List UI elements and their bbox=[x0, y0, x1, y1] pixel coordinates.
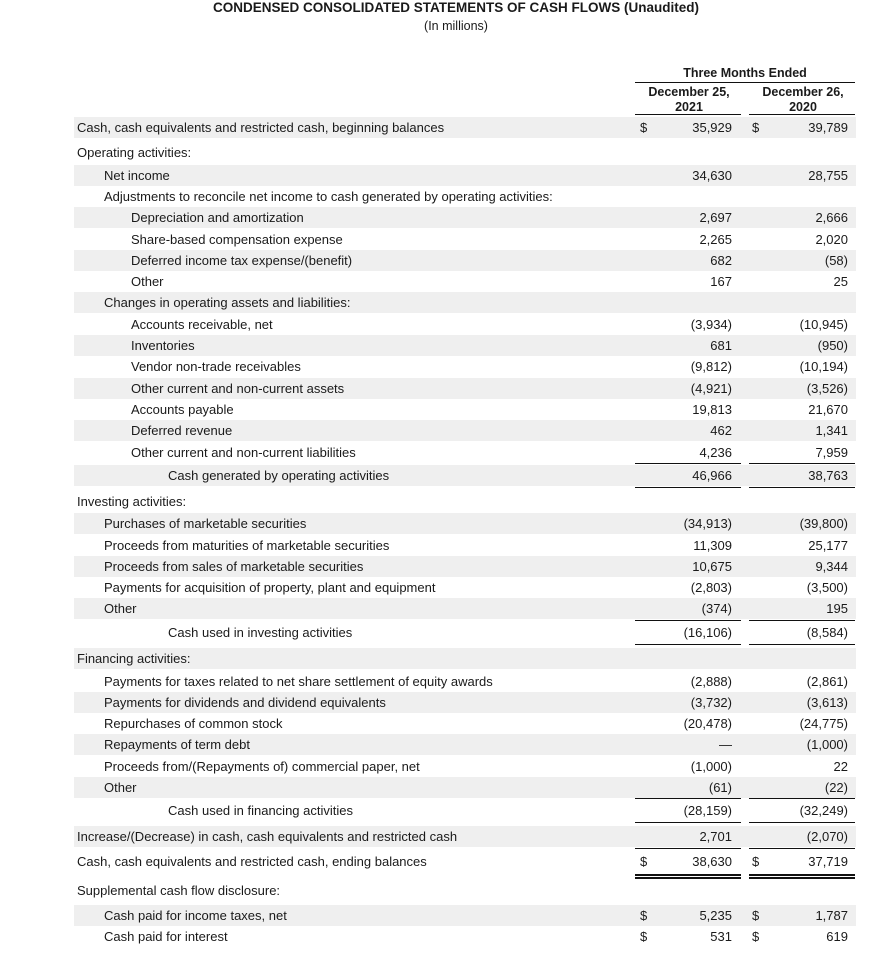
table-row bbox=[74, 851, 856, 872]
currency-symbol: $ bbox=[752, 929, 760, 944]
table-row bbox=[74, 826, 856, 847]
value-2021: 34,630 bbox=[692, 168, 732, 183]
value-2020: 619 bbox=[826, 929, 848, 944]
row-label: Repayments of term debt bbox=[104, 737, 250, 752]
table-row bbox=[74, 556, 856, 577]
table-row bbox=[74, 713, 856, 734]
value-2020: (39,800) bbox=[799, 516, 848, 531]
subtotal-rule bbox=[635, 487, 741, 488]
subtotal-rule bbox=[749, 620, 855, 621]
table-row bbox=[74, 335, 856, 356]
row-label: Payments for acquisition of property, plant and equipment bbox=[104, 580, 436, 595]
table-row bbox=[74, 292, 856, 313]
column-header-2021 bbox=[638, 85, 740, 115]
table-row bbox=[74, 491, 856, 512]
total-double-rule bbox=[749, 877, 855, 879]
value-2021: (374) bbox=[701, 601, 732, 616]
value-2021: 4,236 bbox=[699, 445, 732, 460]
currency-symbol: $ bbox=[752, 854, 760, 869]
table-row bbox=[74, 756, 856, 777]
table-row bbox=[74, 250, 856, 271]
statement-subtitle: (In millions) bbox=[424, 19, 488, 33]
table-row bbox=[74, 207, 856, 228]
value-2020: (3,613) bbox=[806, 695, 848, 710]
section-heading: Operating activities: bbox=[77, 145, 192, 160]
table-row bbox=[74, 117, 856, 138]
value-2020: 25 bbox=[833, 274, 848, 289]
row-label: Purchases of marketable securities bbox=[104, 516, 307, 531]
table-row bbox=[74, 229, 856, 250]
subtotal-rule bbox=[635, 822, 741, 823]
value-2021: 531 bbox=[710, 929, 732, 944]
value-2021: 681 bbox=[710, 338, 732, 353]
value-2021: (28,159) bbox=[683, 803, 732, 818]
subtotal-rule bbox=[635, 644, 741, 645]
value-2020: 1,341 bbox=[815, 423, 848, 438]
column-header-2021-rule bbox=[635, 114, 741, 115]
row-label: Proceeds from/(Repayments of) commercial paper, net bbox=[104, 759, 420, 774]
total-double-rule bbox=[635, 874, 741, 876]
value-2021: (4,921) bbox=[690, 381, 732, 396]
value-2020: 25,177 bbox=[808, 538, 848, 553]
value-2020: 1,787 bbox=[815, 908, 848, 923]
table-row bbox=[74, 535, 856, 556]
table-row bbox=[74, 165, 856, 186]
table-row bbox=[74, 734, 856, 755]
row-label: Payments for taxes related to net share settlement of equity awards bbox=[104, 674, 493, 689]
table-row bbox=[74, 880, 856, 901]
row-label: Repurchases of common stock bbox=[104, 716, 283, 731]
row-label: Accounts receivable, net bbox=[131, 317, 273, 332]
row-label: Inventories bbox=[131, 338, 195, 353]
value-2020: (58) bbox=[824, 253, 848, 268]
row-label: Deferred revenue bbox=[131, 423, 233, 438]
row-label: Other current and non-current liabilities bbox=[131, 445, 356, 460]
currency-symbol: $ bbox=[640, 120, 648, 135]
column-header-2021-year: 2021 bbox=[675, 100, 703, 114]
value-2021: 2,265 bbox=[699, 232, 732, 247]
value-2021: 35,929 bbox=[692, 120, 732, 135]
currency-symbol: $ bbox=[640, 908, 648, 923]
section-heading: Supplemental cash flow disclosure: bbox=[77, 883, 281, 898]
value-2021: (34,913) bbox=[683, 516, 732, 531]
subtotal-rule bbox=[749, 487, 855, 488]
row-label: Other bbox=[131, 274, 164, 289]
row-label: Proceeds from sales of marketable securities bbox=[104, 559, 364, 574]
row-label: Other bbox=[104, 780, 137, 795]
subtotal-rule bbox=[749, 463, 855, 464]
table-row bbox=[74, 622, 856, 643]
column-header-2020-rule bbox=[749, 114, 855, 115]
row-label: Cash paid for income taxes, net bbox=[104, 908, 287, 923]
row-label: Cash paid for interest bbox=[104, 929, 228, 944]
value-2021: (2,803) bbox=[690, 580, 732, 595]
value-2021: 46,966 bbox=[692, 468, 732, 483]
period-header: Three Months Ended bbox=[683, 66, 807, 80]
row-label: Net income bbox=[104, 168, 170, 183]
value-2021: — bbox=[719, 737, 732, 752]
subsection-heading: Changes in operating assets and liabilities: bbox=[104, 295, 351, 310]
row-label: Cash, cash equivalents and restricted cash, beginning balances bbox=[77, 120, 445, 135]
value-2021: 462 bbox=[710, 423, 732, 438]
value-2020: (10,945) bbox=[799, 317, 848, 332]
value-2020: 22 bbox=[833, 759, 848, 774]
value-2021: (3,934) bbox=[690, 317, 732, 332]
column-header-2020-date: December 26, bbox=[762, 85, 844, 99]
value-2020: (32,249) bbox=[799, 803, 848, 818]
table-row bbox=[74, 142, 856, 163]
subtotal-rule bbox=[749, 822, 855, 823]
currency-symbol: $ bbox=[752, 908, 760, 923]
row-label: Increase/(Decrease) in cash, cash equivalents and restricted cash bbox=[77, 829, 458, 844]
value-2021: 682 bbox=[710, 253, 732, 268]
value-2020: 37,719 bbox=[808, 854, 848, 869]
statement-title: CONDENSED CONSOLIDATED STATEMENTS OF CASH FLOWS (Unaudited) bbox=[213, 0, 699, 15]
table-row bbox=[74, 399, 856, 420]
subtotal-rule bbox=[635, 620, 741, 621]
subtotal-rule bbox=[749, 798, 855, 799]
table-row bbox=[74, 513, 856, 534]
row-label: Cash used in investing activities bbox=[168, 625, 353, 640]
value-2020: 28,755 bbox=[808, 168, 848, 183]
row-label: Cash, cash equivalents and restricted cash, ending balances bbox=[77, 854, 427, 869]
subtotal-rule bbox=[635, 798, 741, 799]
value-2020: (8,584) bbox=[806, 625, 848, 640]
value-2020: (950) bbox=[817, 338, 848, 353]
value-2020: (2,070) bbox=[806, 829, 848, 844]
value-2021: 5,235 bbox=[699, 908, 732, 923]
table-row bbox=[74, 378, 856, 399]
row-label: Vendor non-trade receivables bbox=[131, 359, 301, 374]
table-row bbox=[74, 465, 856, 486]
currency-symbol: $ bbox=[752, 120, 760, 135]
subtotal-rule bbox=[749, 644, 855, 645]
table-row bbox=[74, 577, 856, 598]
value-2021: 2,697 bbox=[699, 210, 732, 225]
value-2021: (16,106) bbox=[683, 625, 732, 640]
value-2020: 2,020 bbox=[815, 232, 848, 247]
value-2021: (2,888) bbox=[690, 674, 732, 689]
value-2021: 167 bbox=[710, 274, 732, 289]
table-row bbox=[74, 442, 856, 463]
value-2021: (61) bbox=[708, 780, 732, 795]
row-label: Cash generated by operating activities bbox=[168, 468, 390, 483]
section-heading: Investing activities: bbox=[77, 494, 187, 509]
value-2020: (24,775) bbox=[799, 716, 848, 731]
value-2020: (3,526) bbox=[806, 381, 848, 396]
table-row bbox=[74, 420, 856, 441]
table-row bbox=[74, 356, 856, 377]
table-row bbox=[74, 800, 856, 821]
row-label: Accounts payable bbox=[131, 402, 234, 417]
value-2021: 19,813 bbox=[692, 402, 732, 417]
value-2021: 2,701 bbox=[699, 829, 732, 844]
row-label: Deferred income tax expense/(benefit) bbox=[131, 253, 353, 268]
value-2021: (20,478) bbox=[683, 716, 732, 731]
currency-symbol: $ bbox=[640, 929, 648, 944]
value-2021: (3,732) bbox=[690, 695, 732, 710]
table-row bbox=[74, 926, 856, 947]
row-label: Payments for dividends and dividend equivalents bbox=[104, 695, 386, 710]
value-2020: 21,670 bbox=[808, 402, 848, 417]
total-double-rule bbox=[749, 874, 855, 876]
table-row bbox=[74, 598, 856, 619]
table-row bbox=[74, 671, 856, 692]
value-2021: 11,309 bbox=[693, 538, 732, 553]
value-2020: 7,959 bbox=[815, 445, 848, 460]
value-2020: (3,500) bbox=[806, 580, 848, 595]
value-2020: 39,789 bbox=[808, 120, 848, 135]
period-header-rule bbox=[635, 82, 855, 83]
value-2020: 9,344 bbox=[815, 559, 848, 574]
table-row bbox=[74, 648, 856, 669]
value-2020: (1,000) bbox=[806, 737, 848, 752]
row-label: Other bbox=[104, 601, 137, 616]
row-label: Share-based compensation expense bbox=[131, 232, 343, 247]
column-header-2021-date: December 25, bbox=[648, 85, 730, 99]
table-row bbox=[74, 777, 856, 798]
subtotal-rule bbox=[635, 848, 741, 849]
value-2021: (9,812) bbox=[690, 359, 732, 374]
subsection-heading: Adjustments to reconcile net income to cash generated by operating activities: bbox=[104, 189, 553, 204]
row-label: Proceeds from maturities of marketable securities bbox=[104, 538, 390, 553]
row-label: Other current and non-current assets bbox=[131, 381, 345, 396]
value-2020: (22) bbox=[824, 780, 848, 795]
row-label: Depreciation and amortization bbox=[131, 210, 304, 225]
table-row bbox=[74, 314, 856, 335]
subtotal-rule bbox=[749, 848, 855, 849]
value-2020: 195 bbox=[826, 601, 848, 616]
value-2021: 10,675 bbox=[692, 559, 732, 574]
table-row bbox=[74, 692, 856, 713]
column-header-2020 bbox=[752, 85, 854, 115]
value-2020: 38,763 bbox=[808, 468, 848, 483]
currency-symbol: $ bbox=[640, 854, 648, 869]
value-2021: (1,000) bbox=[690, 759, 732, 774]
value-2020: (2,861) bbox=[806, 674, 848, 689]
section-heading: Financing activities: bbox=[77, 651, 191, 666]
column-header-2020-year: 2020 bbox=[789, 100, 817, 114]
value-2021: 38,630 bbox=[692, 854, 732, 869]
table-row bbox=[74, 271, 856, 292]
value-2020: (10,194) bbox=[799, 359, 848, 374]
table-row bbox=[74, 186, 856, 207]
value-2020: 2,666 bbox=[815, 210, 848, 225]
table-row bbox=[74, 905, 856, 926]
row-label: Cash used in financing activities bbox=[168, 803, 353, 818]
subtotal-rule bbox=[635, 463, 741, 464]
total-double-rule bbox=[635, 877, 741, 879]
